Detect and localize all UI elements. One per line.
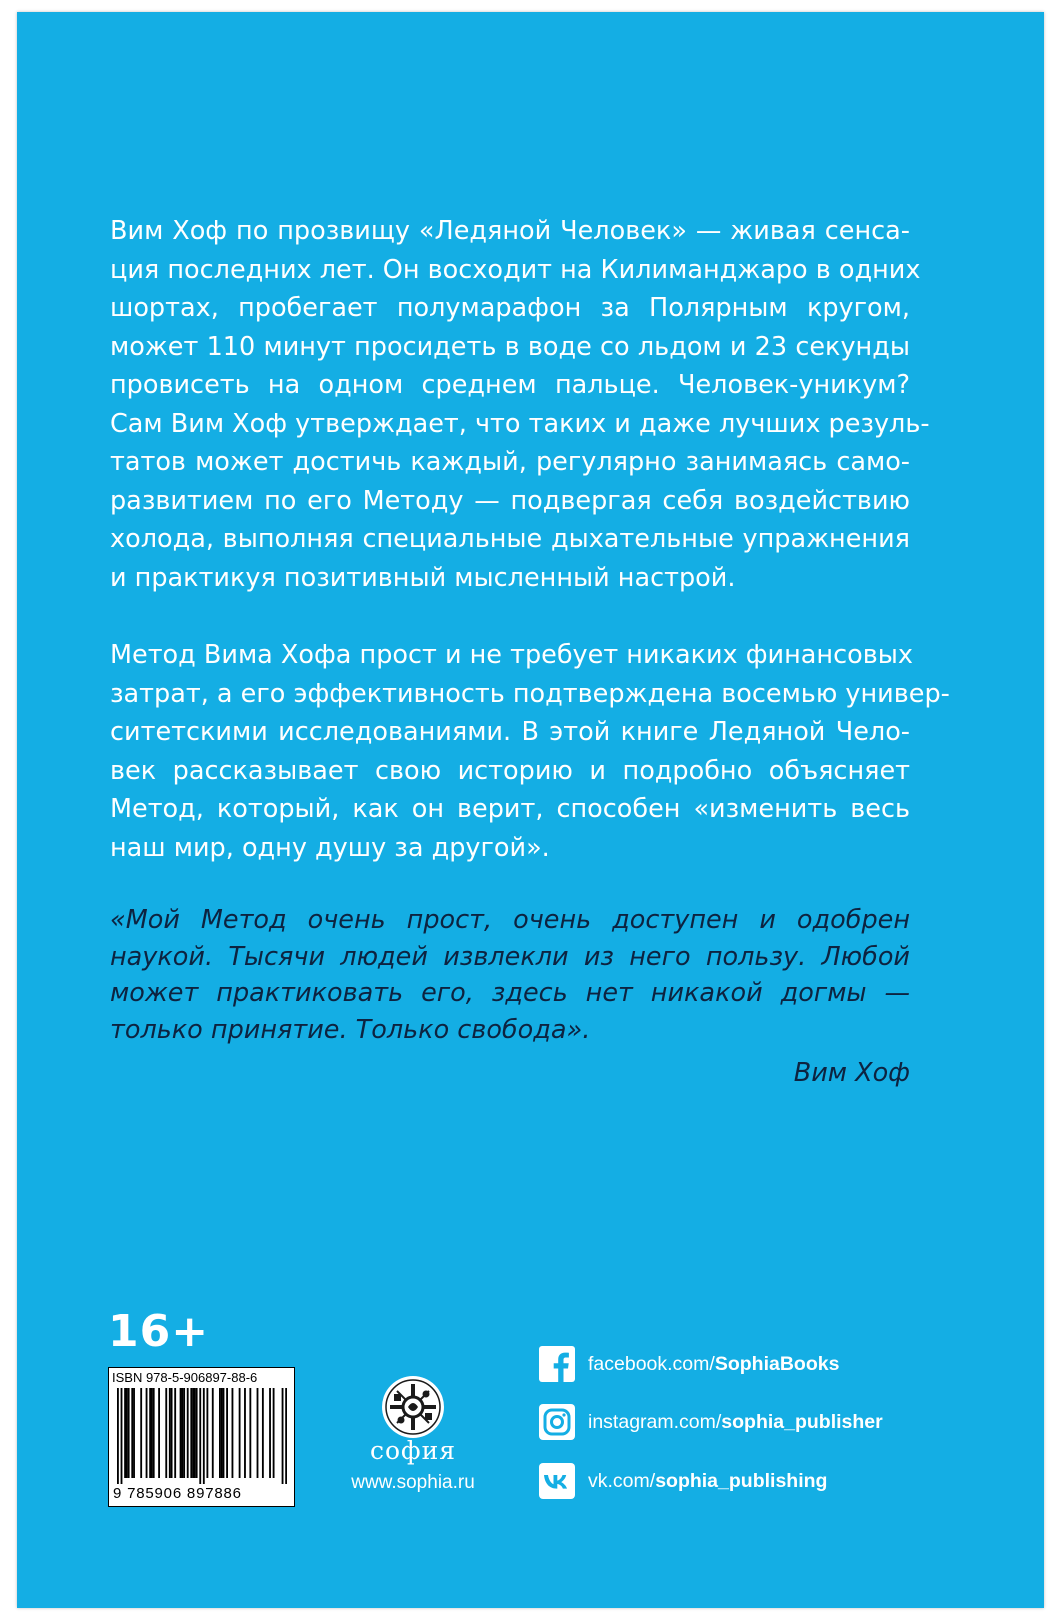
book-back-cover: [17, 12, 1044, 1608]
text-line: и практикуя позитивный мысленный настрой.: [110, 562, 736, 593]
barcode-bar: [219, 1388, 221, 1478]
barcode-bar: [133, 1388, 135, 1478]
text-line: ция последних лет. Он восходит на Килиманджаро в одних: [110, 254, 921, 285]
barcode-bar: [226, 1388, 228, 1478]
barcode-bar: [151, 1388, 153, 1478]
description-paragraph-1: [110, 212, 930, 597]
barcode-bar: [121, 1388, 123, 1484]
barcode-bar: [262, 1388, 264, 1478]
social-instagram[interactable]: [539, 1403, 883, 1441]
barcode-bar: [165, 1388, 167, 1478]
social-vk[interactable]: [539, 1462, 827, 1500]
barcode-bar: [203, 1388, 205, 1484]
isbn-label: ISBN 978-5-906897-88-6: [112, 1370, 258, 1385]
barcode-number: 9 785906 897886: [113, 1485, 242, 1502]
barcode-bar: [199, 1388, 201, 1484]
text-line: холода, выполняя специальные дыхательные упражнения: [110, 524, 910, 554]
barcode-bar: [153, 1388, 155, 1478]
barcode-bar: [169, 1388, 171, 1478]
instagram-link[interactable]: instagram.com/sophia_publisher: [588, 1410, 883, 1433]
barcode-bar: [244, 1388, 246, 1478]
barcode-bar: [249, 1388, 251, 1478]
text-line: татов может достичь каждый, регулярно занимаясь само-: [110, 447, 910, 477]
text-line: Сам Вим Хоф утверждает, что таких и даже лучших резуль-: [110, 408, 930, 439]
barcode-bar: [192, 1388, 194, 1478]
facebook-icon: [539, 1346, 575, 1382]
barcode-bar: [187, 1388, 189, 1478]
quote-author: Вим Хоф: [793, 1058, 910, 1088]
barcode-bars: [117, 1388, 287, 1484]
barcode-bar: [181, 1388, 183, 1478]
text-line: ситетскими исследованиями. В этой книге Ледяной Чело-: [110, 717, 910, 747]
text-line: Метод, который, как он верит, способен «изменить весь: [110, 794, 910, 824]
barcode-bar: [171, 1388, 173, 1478]
text-line: затрат, а его эффективность подтверждена восемью универ-: [110, 678, 950, 709]
barcode-bar: [221, 1388, 223, 1478]
barcode-bar: [117, 1388, 119, 1484]
barcode-bar: [196, 1388, 198, 1478]
barcode-bar: [128, 1388, 130, 1478]
barcode-bar: [180, 1388, 182, 1478]
text-line: наш мир, одну душу за другой».: [110, 832, 550, 863]
publisher-website-link[interactable]: www.sophia.ru: [351, 1472, 475, 1493]
vk-link[interactable]: vk.com/sophia_publishing: [588, 1469, 828, 1492]
barcode-bar: [269, 1388, 271, 1478]
text-line: Метод Вима Хофа прост и не требует никаких финансовых: [110, 640, 913, 670]
barcode-bar: [257, 1388, 259, 1478]
barcode-bar: [273, 1388, 275, 1478]
barcode-bar: [158, 1388, 160, 1478]
quote-line: «Мой Метод очень прост, очень доступен и одобрен: [110, 905, 910, 935]
barcode-bar: [149, 1388, 151, 1478]
barcode-bar: [131, 1388, 133, 1478]
barcode-bar: [285, 1388, 287, 1484]
barcode-bar: [282, 1388, 284, 1484]
barcode-bar: [190, 1388, 192, 1478]
description-paragraph-2: [110, 636, 950, 867]
barcode-bar: [206, 1388, 208, 1478]
text-line: провисеть на одном среднем пальце. Человек-уникум?: [110, 370, 910, 400]
quote-line: может практиковать его, здесь нет никакой догмы —: [110, 978, 910, 1008]
instagram-icon: [539, 1404, 575, 1440]
barcode-bar: [183, 1388, 185, 1478]
barcode-bar: [239, 1388, 241, 1478]
author-quote: [110, 902, 910, 1048]
barcode-bar: [146, 1388, 148, 1478]
text-line: шортах, пробегает полумарафон за Полярным кругом,: [110, 293, 910, 323]
barcode-bar: [140, 1388, 142, 1478]
barcode-bar: [212, 1388, 214, 1478]
barcode-bar: [124, 1388, 126, 1478]
text-line: может 110 минут просидеть в воде со льдом и 23 секунды: [110, 331, 910, 362]
isbn-barcode: [108, 1367, 295, 1507]
publisher-name: софия: [369, 1436, 457, 1465]
text-line: Вим Хоф по прозвищу «Ледяной Человек» — живая сенса-: [110, 216, 910, 246]
barcode-bar: [232, 1388, 234, 1478]
age-rating-badge: 16+: [108, 1306, 210, 1357]
barcode-bar: [126, 1388, 128, 1478]
text-line: век рассказывает свою историю и подробно объясняет: [110, 755, 910, 786]
vk-icon: [539, 1463, 575, 1499]
barcode-bar: [223, 1388, 225, 1478]
quote-line: только принятие. Только свобода».: [110, 1014, 591, 1045]
quote-line: наукой. Тысячи людей извлекли из него пользу. Любой: [110, 941, 910, 972]
text-line: развитием по его Методу — подвергая себя воздействию: [110, 485, 910, 516]
barcode-bar: [174, 1388, 176, 1478]
barcode-bar: [194, 1388, 196, 1478]
social-facebook[interactable]: [539, 1345, 839, 1383]
facebook-link[interactable]: facebook.com/SophiaBooks: [588, 1352, 840, 1375]
publisher-logo-icon: [380, 1374, 446, 1440]
